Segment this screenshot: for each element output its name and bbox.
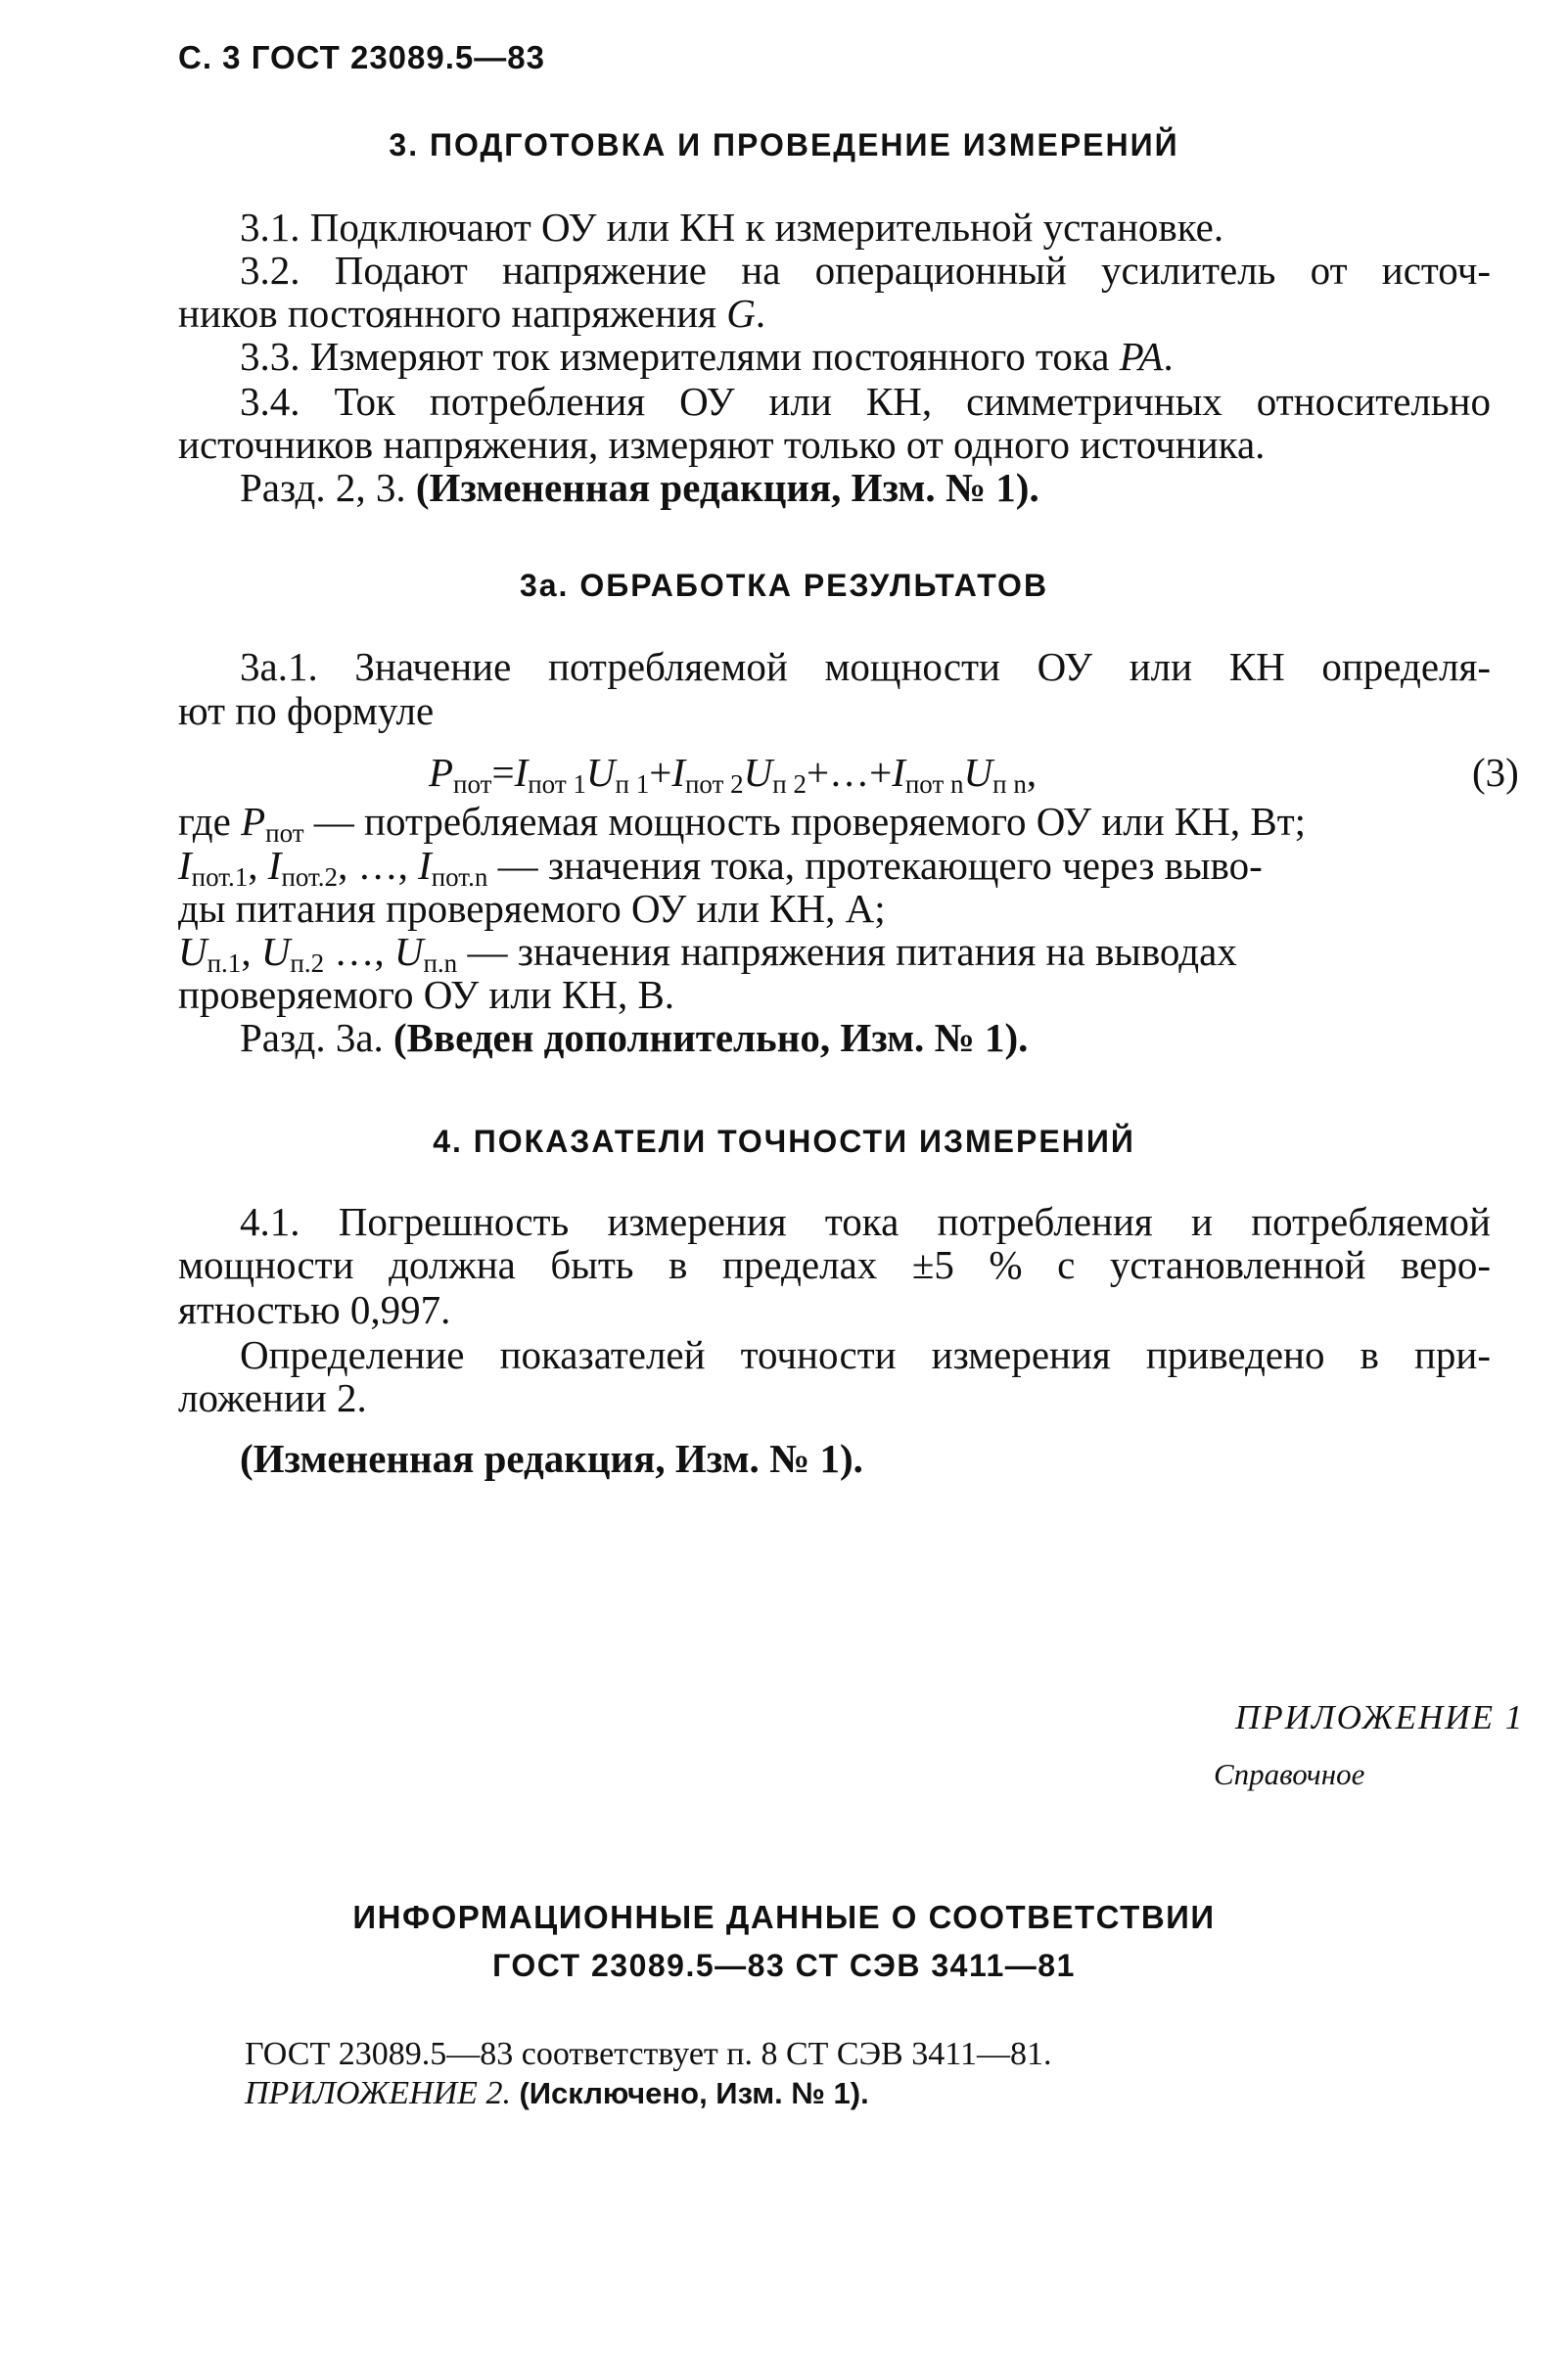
paragraph-3-2-line-2: ников постоянного напряжения G. xyxy=(178,291,766,336)
paragraph-3a-1-line-2: ют по формуле xyxy=(178,688,435,733)
where-line-5: проверяемого ОУ или КН, В. xyxy=(178,972,675,1017)
paragraph-3-4-line-2: источников напряжения, измеряют только от одного источника. xyxy=(178,422,1266,467)
paragraph-3-1: 3.1. Подключают ОУ или КН к измерительной установке. xyxy=(240,205,1224,250)
info-title-line-2: ГОСТ 23089.5—83 СТ СЭВ 3411—81 xyxy=(492,1948,1076,1983)
info-title-line-1: ИНФОРМАЦИОННЫЕ ДАННЫЕ О СООТВЕТСТВИИ xyxy=(352,1899,1216,1935)
appendix-1-type: Справочное xyxy=(1214,1757,1365,1791)
where-line-4: $U_{п.1}$, $U_{п.2}$ …, $U_{п.n}$ — значения напряжения питания на выводах xyxy=(178,929,1237,978)
paragraph-3a-1-line-1: 3а.1. Значение потребляемой мощности ОУ или КН определя- xyxy=(240,644,1491,689)
paragraph-3-4-line-1: 3.4. Ток потребления ОУ или КН, симметричных относительно xyxy=(240,379,1491,424)
where-line-2: $I_{пот.1}$, $I_{пот.2}$, …, $I_{пот.n}$ — значения тока, протекающего через выво- xyxy=(178,843,1263,892)
where-line-3: ды питания проверяемого ОУ или КН, А; xyxy=(178,886,886,931)
where-line-1: где $P_{пот}$ — потребляемая мощность проверяемого ОУ или КН, Вт; xyxy=(178,799,1307,848)
paragraph-4-2-line-1: Определение показателей точности измерения приведено в при- xyxy=(240,1332,1491,1377)
paragraph-3-2-line-1: 3.2. Подают напряжение на операционный усилитель от источ- xyxy=(240,248,1491,293)
section-3-note: Разд. 2, 3. (Измененная редакция, Изм. № 1). xyxy=(240,465,1039,510)
page-header: С. 3 ГОСТ 23089.5—83 xyxy=(178,39,545,75)
info-line-1: ГОСТ 23089.5—83 соответствует п. 8 СТ СЭВ 3411—81. xyxy=(245,2036,1052,2072)
paragraph-4-1-line-2: мощности должна быть в пределах ±5 % с установленной веро- xyxy=(178,1242,1491,1287)
power-formula: $P_{пот}=I_{пот 1}U_{п 1}+I_{пот 2}U_{п 2}+\dots+I_{пот n}U_{п n}$, xyxy=(429,750,1038,799)
section-3a-title: 3а. ОБРАБОТКА РЕЗУЛЬТАТОВ xyxy=(519,568,1049,603)
info-line-2: ПРИЛОЖЕНИЕ 2. (Исключено, Изм. № 1). xyxy=(245,2075,869,2111)
formula-number: (3) xyxy=(1472,750,1519,795)
paragraph-4-1-line-1: 4.1. Погрешность измерения тока потребления и потребляемой xyxy=(240,1199,1491,1244)
appendix-1-label: ПРИЛОЖЕНИЕ 1 xyxy=(1235,1698,1525,1736)
paragraph-3-3: 3.3. Измеряют ток измерителями постоянного тока PA. xyxy=(240,334,1174,379)
paragraph-4-2-line-2: ложении 2. xyxy=(178,1375,367,1420)
section-3-title: 3. ПОДГОТОВКА И ПРОВЕДЕНИЕ ИЗМЕРЕНИЙ xyxy=(389,127,1179,162)
section-3a-note: Разд. 3а. (Введен дополнительно, Изм. № 1). xyxy=(240,1015,1029,1060)
paragraph-4-1-line-3: ятностью 0,997. xyxy=(178,1287,451,1332)
section-4-title: 4. ПОКАЗАТЕЛИ ТОЧНОСТИ ИЗМЕРЕНИЙ xyxy=(433,1124,1135,1159)
section-4-note: (Измененная редакция, Изм. № 1). xyxy=(240,1436,863,1481)
